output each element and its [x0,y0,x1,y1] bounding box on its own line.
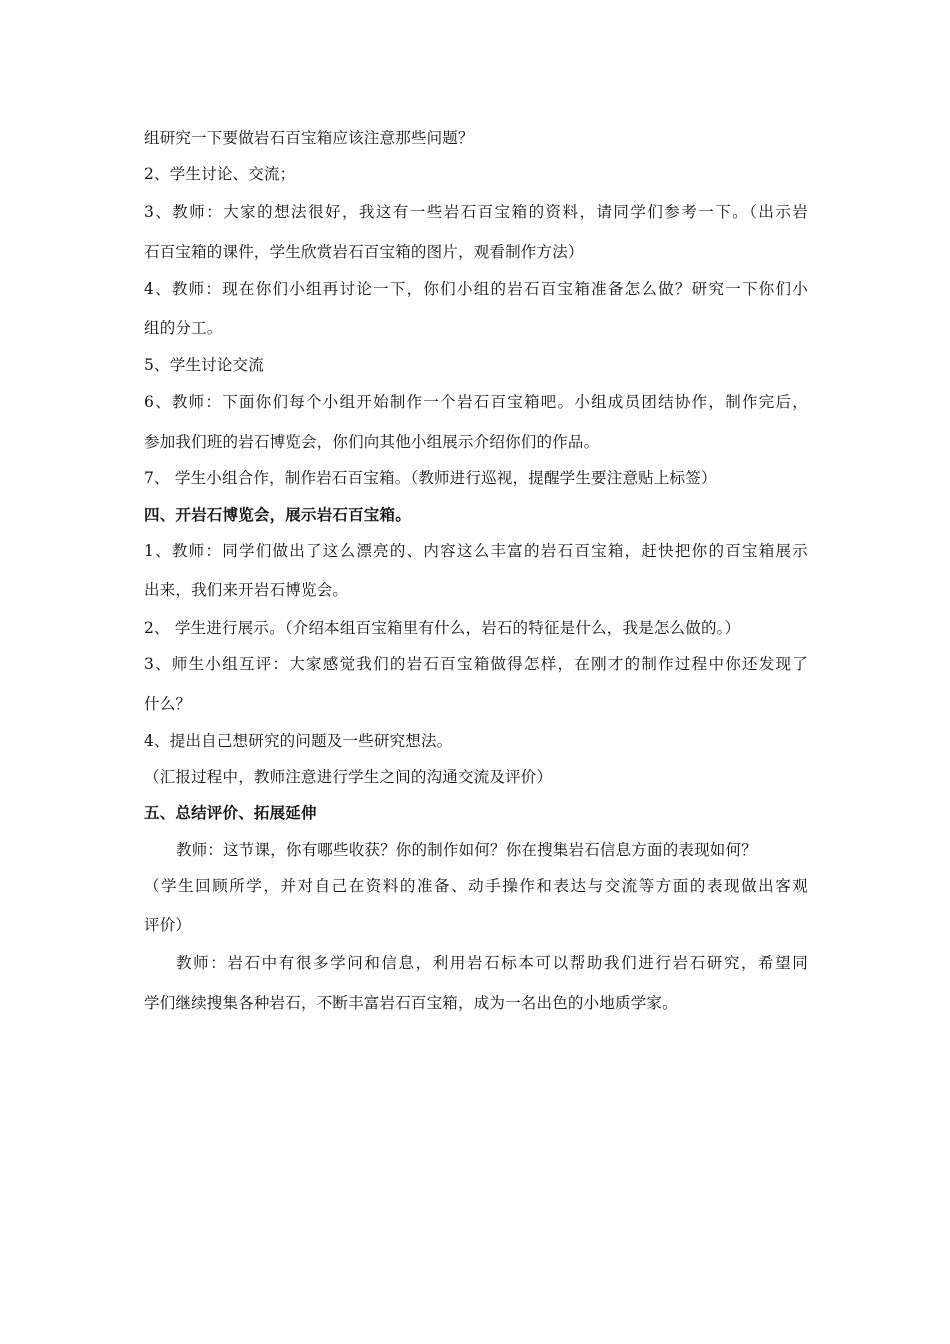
section-heading: 五、总结评价、拓展延伸 [144,804,317,822]
text-line: 参加我们班的岩石博览会，你们向其他小组展示介绍你们的作品。 [144,433,600,451]
text-line: 2、学生讨论、交流； [144,165,296,183]
text-line: 1、教师：同学们做出了这么漂亮的、内容这么丰富的岩石百宝箱，赶快把你的百宝箱展示 [144,542,808,560]
text-line: 组的分工。 [144,319,223,337]
text-line: 6、教师：下面你们每个小组开始制作一个岩石百宝箱吧。小组成员团结协作，制作完后， [144,393,808,411]
text-line: 2、 学生进行展示。（介绍本组百宝箱里有什么，岩石的特征是什么，我是怎么做的。） [144,619,741,637]
text-line: 4、提出自己想研究的问题及一些研究想法。 [144,732,453,750]
text-line: 教师：岩石中有很多学问和信息，利用岩石标本可以帮助我们进行岩石研究，希望同 [176,954,808,972]
text-line: 7、 学生小组合作，制作岩石百宝箱。（教师进行巡视，提醒学生要注意贴上标签） [144,469,717,487]
text-line: 评价） [144,916,192,934]
section-heading: 四、开岩石博览会，展示岩石百宝箱。 [144,506,411,524]
text-line: 教师：这节课，你有哪些收获？你的制作如何？你在搜集岩石信息方面的表现如何？ [176,841,757,859]
text-line: 石百宝箱的课件，学生欣赏岩石百宝箱的图片，观看制作方法） [144,243,584,261]
text-line: （汇报过程中，教师注意进行学生之间的沟通交流及评价） [144,768,553,786]
text-line: 组研究一下要做岩石百宝箱应该注意那些问题？ [144,129,474,147]
text-line: 3、教师：大家的想法很好，我这有一些岩石百宝箱的资料，请同学们参考一下。（出示岩 [144,203,808,221]
text-line: （学生回顾所学，并对自己在资料的准备、动手操作和表达与交流等方面的表现做出客观 [144,877,808,895]
text-line: 出来，我们来开岩石博览会。 [144,581,349,599]
text-line: 3、师生小组互评：大家感觉我们的岩石百宝箱做得怎样，在刚才的制作过程中你还发现了 [144,655,808,673]
text-line: 4、教师：现在你们小组再讨论一下，你们小组的岩石百宝箱准备怎么做？研究一下你们小 [144,280,808,298]
text-line: 什么？ [144,695,192,713]
text-line: 学们继续搜集各种岩石，不断丰富岩石百宝箱，成为一名出色的小地质学家。 [144,994,678,1012]
text-line: 5、学生讨论交流 [144,356,264,374]
